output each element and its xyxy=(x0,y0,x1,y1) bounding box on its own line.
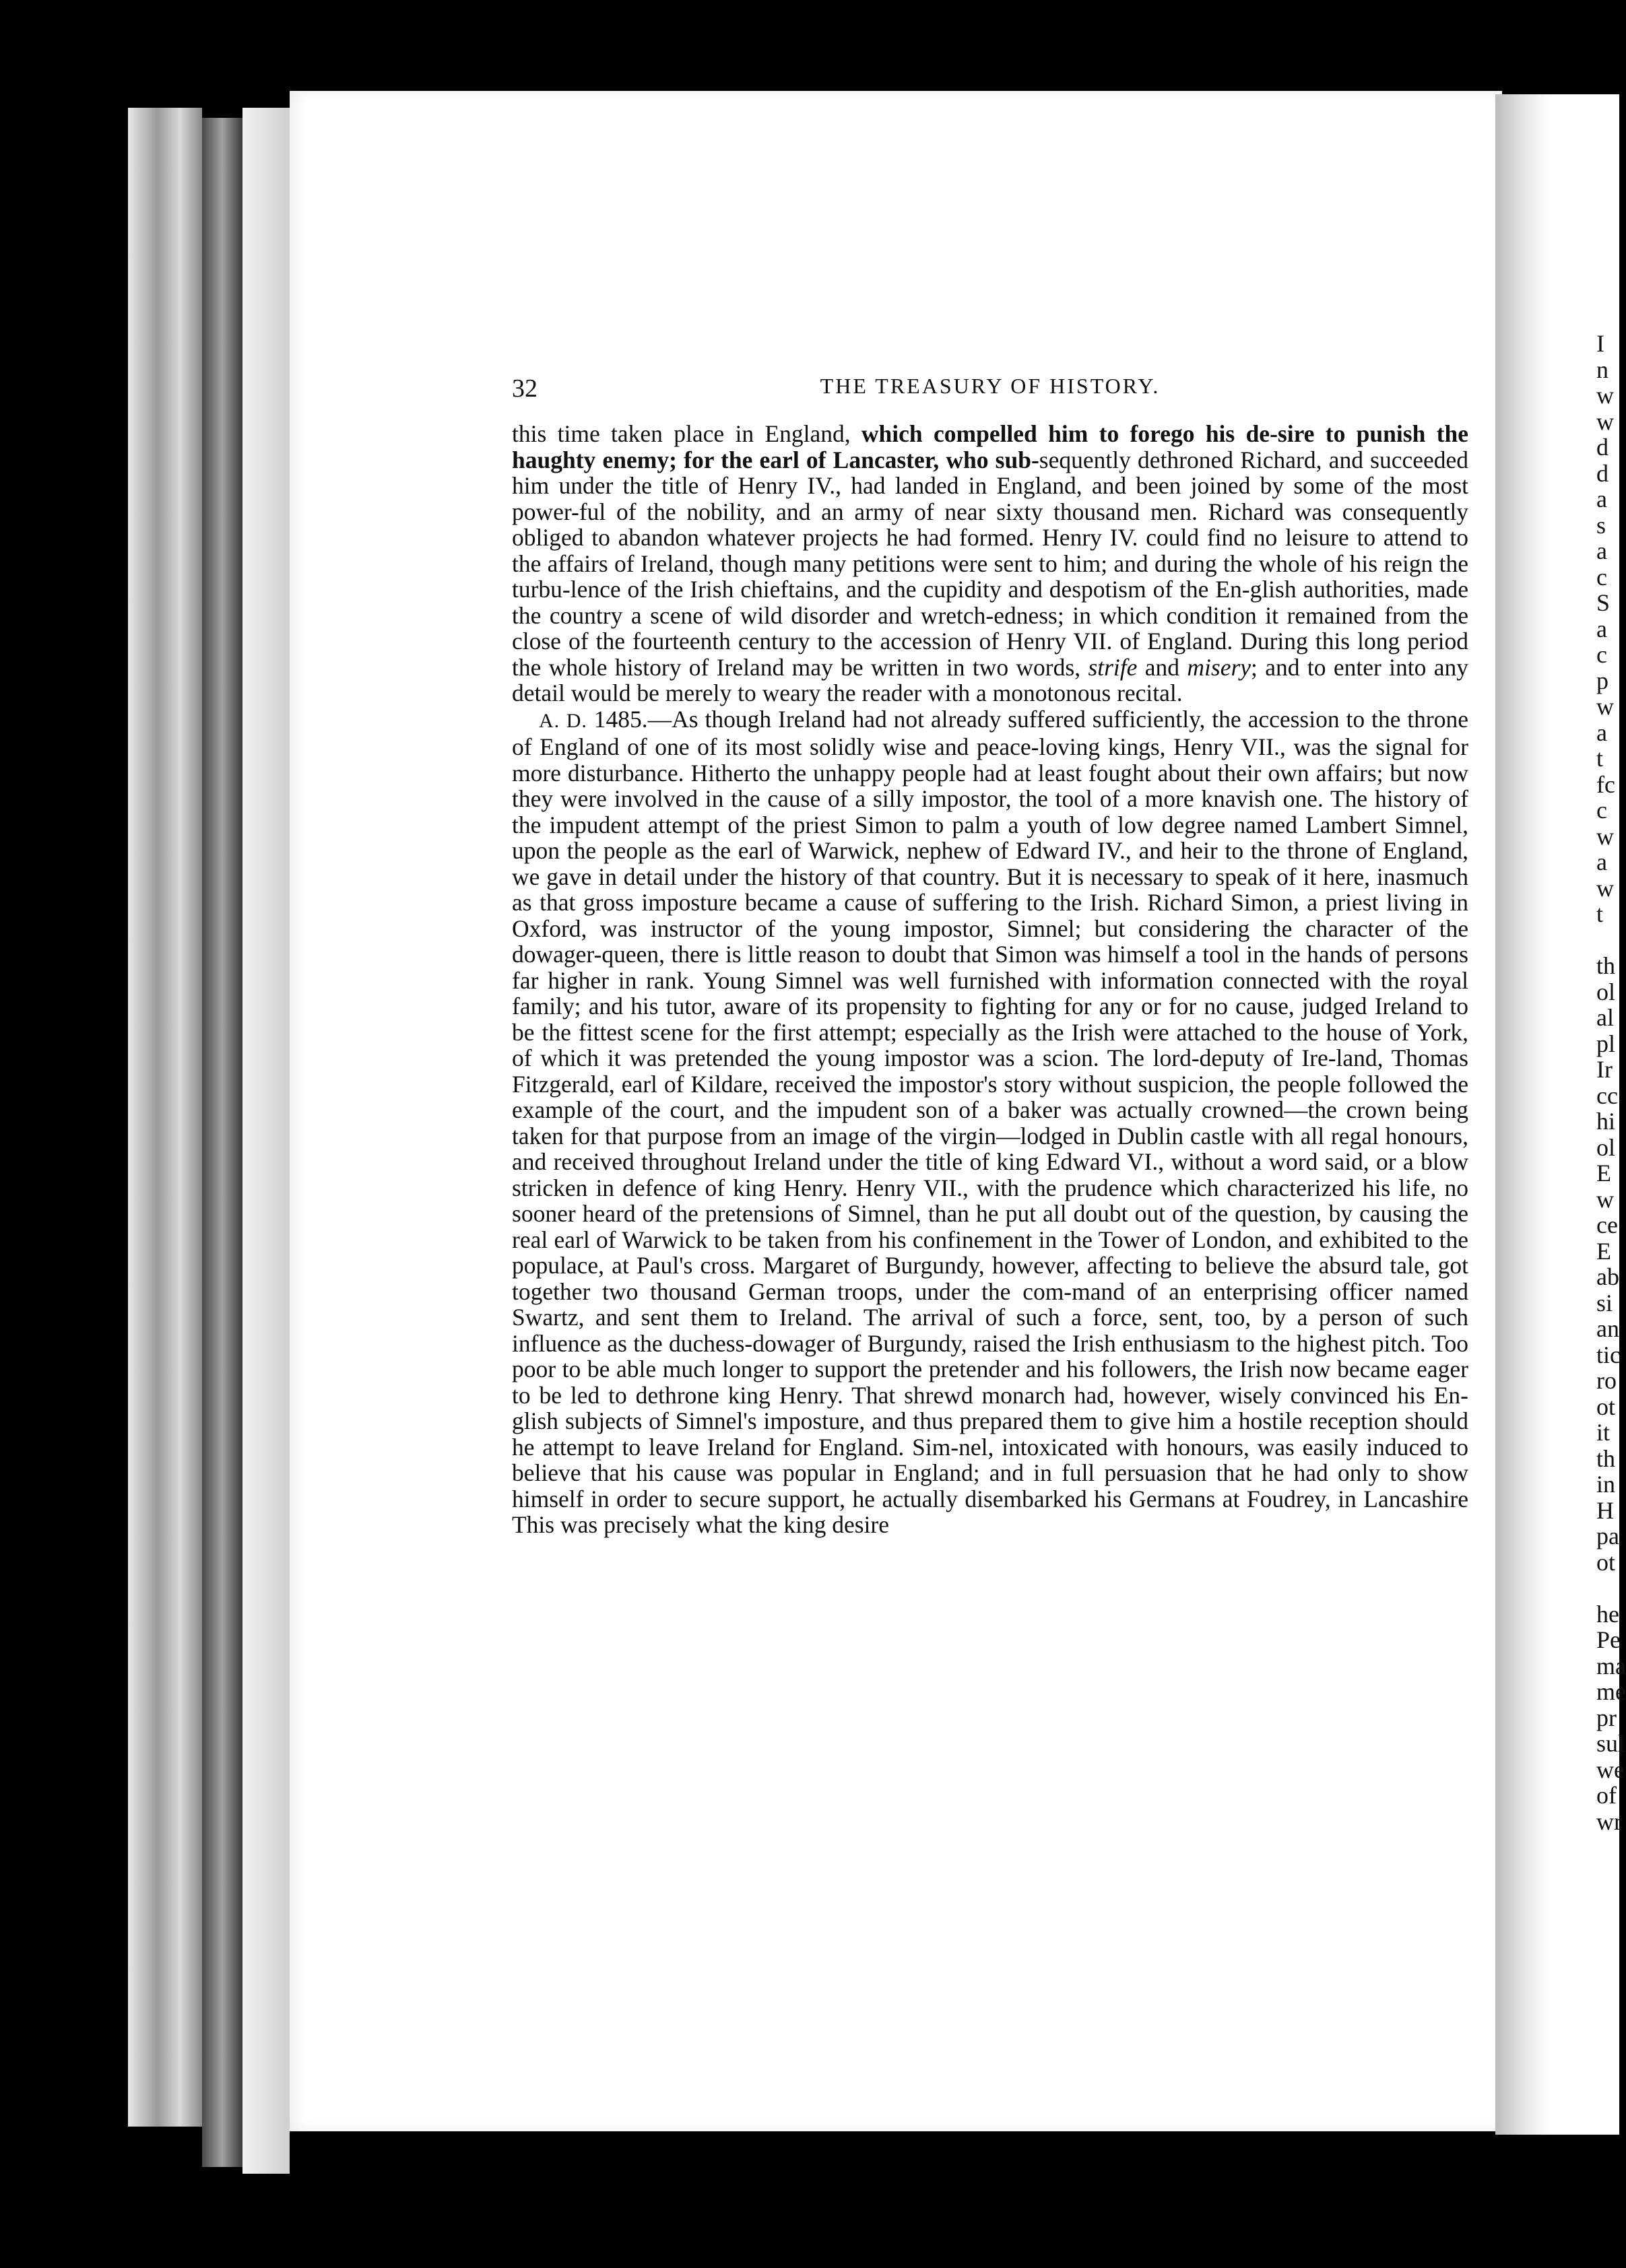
facing-page-letters: wr xyxy=(1596,1807,1622,1835)
text-segment: ; and to enter into any detail would be merely to weary the reader with a monotonous recital. xyxy=(512,653,1468,706)
facing-page-letters: I xyxy=(1596,330,1604,357)
facing-page-letters: ma xyxy=(1596,1652,1626,1679)
facing-page-letters: d xyxy=(1596,459,1608,487)
facing-page-letters: th xyxy=(1596,1444,1616,1472)
facing-page-letters: s xyxy=(1596,511,1606,539)
text-segment: strife xyxy=(1088,653,1138,681)
facing-page-letters: d xyxy=(1596,434,1608,461)
facing-page-letters: hi xyxy=(1596,1108,1616,1135)
paragraph xyxy=(512,421,1468,706)
facing-page-letters: al xyxy=(1596,1004,1614,1031)
book-page xyxy=(290,91,1502,2131)
facing-page-letters: t xyxy=(1596,900,1604,927)
facing-page-letters: th xyxy=(1596,952,1616,979)
facing-page-letters: ol xyxy=(1596,978,1616,1005)
facing-page-letters: p xyxy=(1596,667,1608,694)
facing-page-letters: w xyxy=(1596,693,1614,720)
facing-page-letters: c xyxy=(1596,641,1607,668)
facing-page-letters: w xyxy=(1596,1185,1614,1213)
page-number: 32 xyxy=(512,374,538,403)
facing-page-letters: tic xyxy=(1596,1341,1621,1368)
facing-page-letters: w xyxy=(1596,407,1614,435)
facing-page-letters: a xyxy=(1596,848,1607,875)
facing-page-letters: pl xyxy=(1596,1030,1616,1057)
facing-page-letters: he xyxy=(1596,1600,1619,1628)
facing-page-fragment xyxy=(1495,94,1626,2135)
text-segment: and xyxy=(1137,653,1188,681)
running-title: THE TREASURY OF HISTORY. xyxy=(820,374,1161,398)
facing-page-letters: ot xyxy=(1596,1548,1616,1576)
facing-page-letters: H xyxy=(1596,1496,1614,1524)
facing-page-letters: cc xyxy=(1596,1081,1618,1109)
facing-page-letters: w xyxy=(1596,874,1614,902)
page-header xyxy=(512,374,1468,407)
text-segment: misery xyxy=(1187,653,1251,681)
facing-page-letters: we xyxy=(1596,1756,1625,1783)
body-text xyxy=(512,421,1468,1538)
book-spine-shadow xyxy=(202,118,242,2167)
facing-page-letters: Ir xyxy=(1596,1056,1613,1083)
facing-page-letters: ol xyxy=(1596,1133,1616,1161)
facing-page-letters: c xyxy=(1596,563,1607,591)
facing-page-letters: ab xyxy=(1596,1263,1619,1290)
facing-page-letters: E xyxy=(1596,1160,1611,1187)
facing-page-letters: sul xyxy=(1596,1730,1625,1757)
book-page-stack xyxy=(242,108,290,2174)
text-segment: A. D. xyxy=(539,709,587,732)
facing-page-letters: w xyxy=(1596,382,1614,409)
text-segment: which compelled him to forego his de-sire to punish the haughty enemy; for the earl of Lancaster, who sub- xyxy=(512,420,1468,473)
facing-page-letters: Pe xyxy=(1596,1626,1621,1653)
facing-page-letters: ot xyxy=(1596,1393,1616,1420)
facing-page-letters: E xyxy=(1596,1237,1611,1265)
facing-page-letters: si xyxy=(1596,1289,1613,1316)
facing-page-letters: a xyxy=(1596,537,1607,564)
facing-page-letters: in xyxy=(1596,1471,1616,1498)
text-segment: sequently dethroned Richard, and succeeded him under the title of Henry IV., had landed in England, and been joined by some of the most power-ful of the nobility, and an army of near sixty thousand men. Richard was consequently obliged to abandon whatever projects he had formed. Henry IV. could find no leisure to attend to the affairs of Ireland, though many petitions were sent to him; and during the whole of his reign the turbu-lence of the Irish chieftains, and the cupidity and despotism of the En-glish authorities, made the country a scene of wild disorder and wretch-edness; in which condition it remained from the close of the fourteenth century to the accession of Henry VII. of England. During this long period the whole history of Ireland may be written in two words, xyxy=(512,446,1468,681)
facing-page-letters: me xyxy=(1596,1678,1626,1705)
book-edge-left xyxy=(128,108,202,2127)
facing-page-letters: a xyxy=(1596,486,1607,512)
text-segment: 1485.—As though Ireland had not already suffered sufficiently, the accession to the throne of England of one of its most solidly wise and peace-loving kings, Henry VII., was the signal for more disturbance. Hitherto the unhappy people had at least fought about their own affairs; but now they were involved in the cause of a silly impostor, the tool of a more knavish one. The history of the impudent attempt of the priest Simon to palm a youth of low degree named Lambert Simnel, upon the people as the earl of Warwick, nephew of Edward IV., and heir to the throne of England, we gave in detail under the history of that country. But it is necessary to speak of it here, inasmuch as that gross imposture became a cause of suffering to the Irish. Richard Simon, a priest living in Oxford, was instructor of the young impostor, Simnel; but considering the character of the dowager-queen, there is little reason to doubt that Simon was himself a tool in the hands of persons far higher in rank. Young Simnel was well furnished with information connected with the royal family; and his tutor, aware of its propensity to fighting for any or for no cause, judged Ireland to be the fittest scene for the first attempt; especially as the Irish were attached to the house of York, of which it was pretended the young impostor was a scion. The lord-deputy of Ire-land, Thomas Fitzgerald, earl of Kildare, received the impostor's story without suspicion, the people followed the example of the court, and the impudent son of a baker was actually crowned—the crown being taken for that purpose from an image of the virgin—lodged in Dublin castle with all regal honours, and received throughout Ireland under the title of king Edward VI., without a word said, or a blow stricken in defence of king Henry. Henry VII., with the prudence which characterized his life, no sooner heard of the pretensions of Simnel, than he put all doubt out of the question, by causing the real earl of Warwick to be taken from his confinement in the Tower of London, and exhibited to the populace, at Paul's cross. Margaret of Burgundy, however, affecting to believe the absurd tale, got together two thousand German troops, under the com-mand of an enterprising officer named Swartz, and sent them to Ireland. The arrival of such a force, sent, too, by a person of such influence as the duchess-dowager of Burgundy, raised the Irish enthusiasm to the highest pitch. Too poor to be able much longer to support the pretender and his followers, the Irish now became eager to be led to dethrone king Henry. That shrewd monarch had, however, wisely convinced his En-glish subjects of Simnel's imposture, and thus prepared them to give him a hostile reception should he attempt to leave Ireland for England. Sim-nel, intoxicated with honours, was easily induced to believe that his cause was popular in England; and in full persuasion that he had only to show himself in order to secure support, he actually disembarked his Germans at Foudrey, in Lancashire This was precisely what the king desire xyxy=(512,705,1468,1538)
facing-page-letters: ro xyxy=(1596,1367,1617,1394)
facing-page-letters: t xyxy=(1596,745,1604,772)
facing-page-letters: pa xyxy=(1596,1523,1619,1549)
facing-page-letters: ce xyxy=(1596,1211,1618,1238)
facing-page-letters: S xyxy=(1596,589,1611,616)
facing-page-letters: fc xyxy=(1596,770,1615,798)
facing-page-letters: w xyxy=(1596,822,1614,850)
facing-page-letters: c xyxy=(1596,797,1607,824)
facing-page-letters: it xyxy=(1596,1419,1611,1446)
paragraph xyxy=(512,706,1468,1538)
facing-page-letters: of xyxy=(1596,1782,1617,1809)
facing-page-letters: n xyxy=(1596,356,1608,383)
facing-page-letters: a xyxy=(1596,615,1607,642)
facing-page-letters: an xyxy=(1596,1315,1619,1342)
facing-page-letters: a xyxy=(1596,719,1607,746)
text-segment: this time taken place in England, xyxy=(512,420,861,447)
facing-page-letters: pr xyxy=(1596,1704,1617,1731)
